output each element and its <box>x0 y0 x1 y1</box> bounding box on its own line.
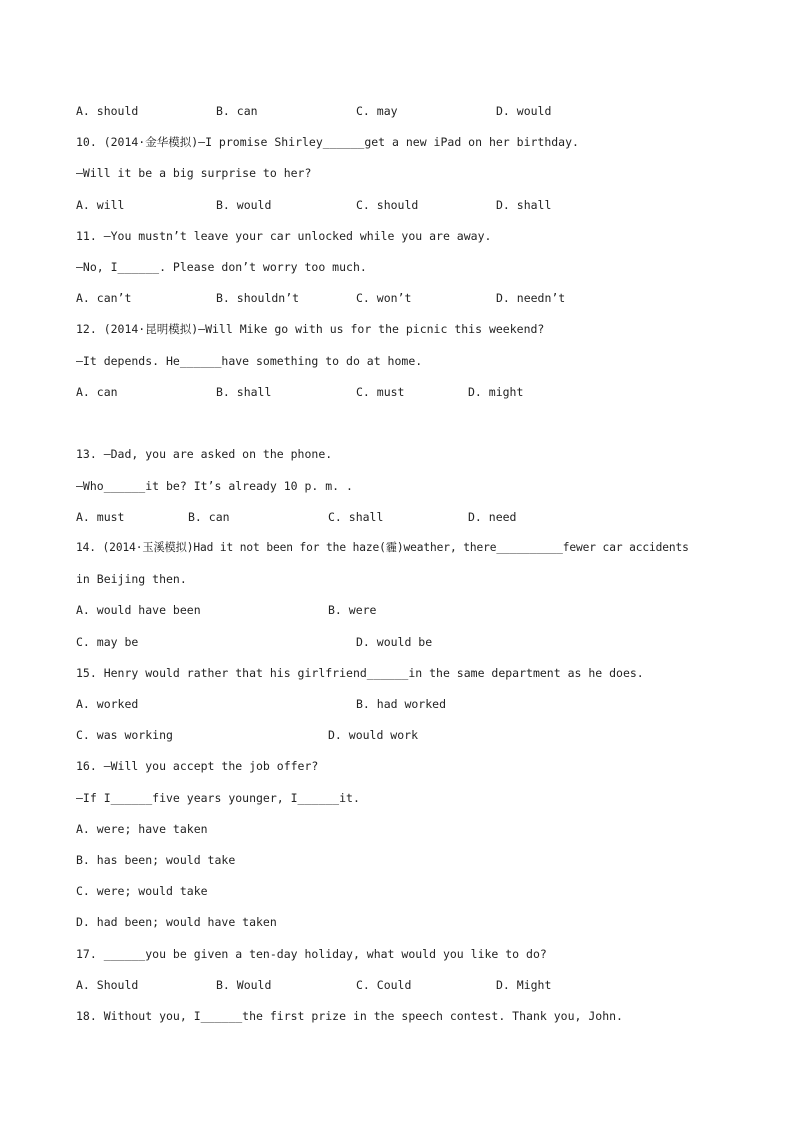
q11-stem: 11. —You mustn’t leave your car unlocked while you are away. <box>76 229 492 243</box>
q15-option-b: B. had worked <box>356 697 447 711</box>
q12-option-b: B. shall <box>216 385 272 399</box>
q14-stem-continued: in Beijing then. <box>76 572 187 586</box>
q10-option-b: B. would <box>216 198 272 212</box>
q11-option-d: D. needn’t <box>496 291 566 305</box>
q17-stem: 17. ______you be given a ten-day holiday, what would you like to do? <box>76 947 547 961</box>
q13-option-b: B. can <box>188 510 230 524</box>
q10-option-a: A. will <box>76 198 125 212</box>
q13-option-d: D. need <box>468 510 517 524</box>
q12-option-d: D. might <box>468 385 524 399</box>
q11-reply: —No, I______. Please don’t worry too much. <box>76 260 367 274</box>
q11-option-b: B. shouldn’t <box>216 291 300 305</box>
q17-option-b: B. Would <box>216 978 272 992</box>
q13-reply: —Who______it be? It’s already 10 p. m. . <box>76 479 353 493</box>
q16-reply: —If I______five years younger, I______it. <box>76 791 360 805</box>
q12-option-a: A. can <box>76 385 118 399</box>
q14-stem: 14. (2014·玉溪模拟)Had it not been for the haze(霾)weather, there__________fewer car accidents <box>76 541 689 554</box>
q12-stem: 12. (2014·昆明模拟)—Will Mike go with us for the picnic this weekend? <box>76 322 545 336</box>
q16-option-a: A. were; have taken <box>76 822 208 836</box>
q17-option-c: C. Could <box>356 978 412 992</box>
q9-option-d: D. would <box>496 104 552 118</box>
q17-option-a: A. Should <box>76 978 139 992</box>
q17-option-d: D. Might <box>496 978 552 992</box>
q14-option-a: A. would have been <box>76 603 201 617</box>
q15-option-c: C. was working <box>76 728 173 742</box>
q16-stem: 16. —Will you accept the job offer? <box>76 759 319 773</box>
q9-option-a: A. should <box>76 104 139 118</box>
q16-option-c: C. were; would take <box>76 884 208 898</box>
q9-option-b: B. can <box>216 104 258 118</box>
q12-option-c: C. must <box>356 385 405 399</box>
q9-option-c: C. may <box>356 104 398 118</box>
q13-option-c: C. shall <box>328 510 384 524</box>
q10-option-d: D. shall <box>496 198 552 212</box>
q14-option-c: C. may be <box>76 635 139 649</box>
q15-option-a: A. worked <box>76 697 139 711</box>
q10-option-c: C. should <box>356 198 419 212</box>
q16-option-b: B. has been; would take <box>76 853 236 867</box>
q15-stem: 15. Henry would rather that his girlfriend______in the same department as he does. <box>76 666 644 680</box>
q11-option-a: A. can’t <box>76 291 132 305</box>
q10-reply: —Will it be a big surprise to her? <box>76 166 312 180</box>
q18-stem: 18. Without you, I______the first prize in the speech contest. Thank you, John. <box>76 1009 623 1023</box>
q16-option-d: D. had been; would have taken <box>76 915 277 929</box>
q11-option-c: C. won’t <box>356 291 412 305</box>
q14-option-b: B. were <box>328 603 377 617</box>
q12-reply: —It depends. He______have something to do at home. <box>76 354 423 368</box>
q15-option-d: D. would work <box>328 728 419 742</box>
q14-option-d: D. would be <box>356 635 433 649</box>
q10-stem: 10. (2014·金华模拟)—I promise Shirley______get a new iPad on her birthday. <box>76 135 579 149</box>
q13-option-a: A. must <box>76 510 125 524</box>
q13-stem: 13. —Dad, you are asked on the phone. <box>76 447 333 461</box>
